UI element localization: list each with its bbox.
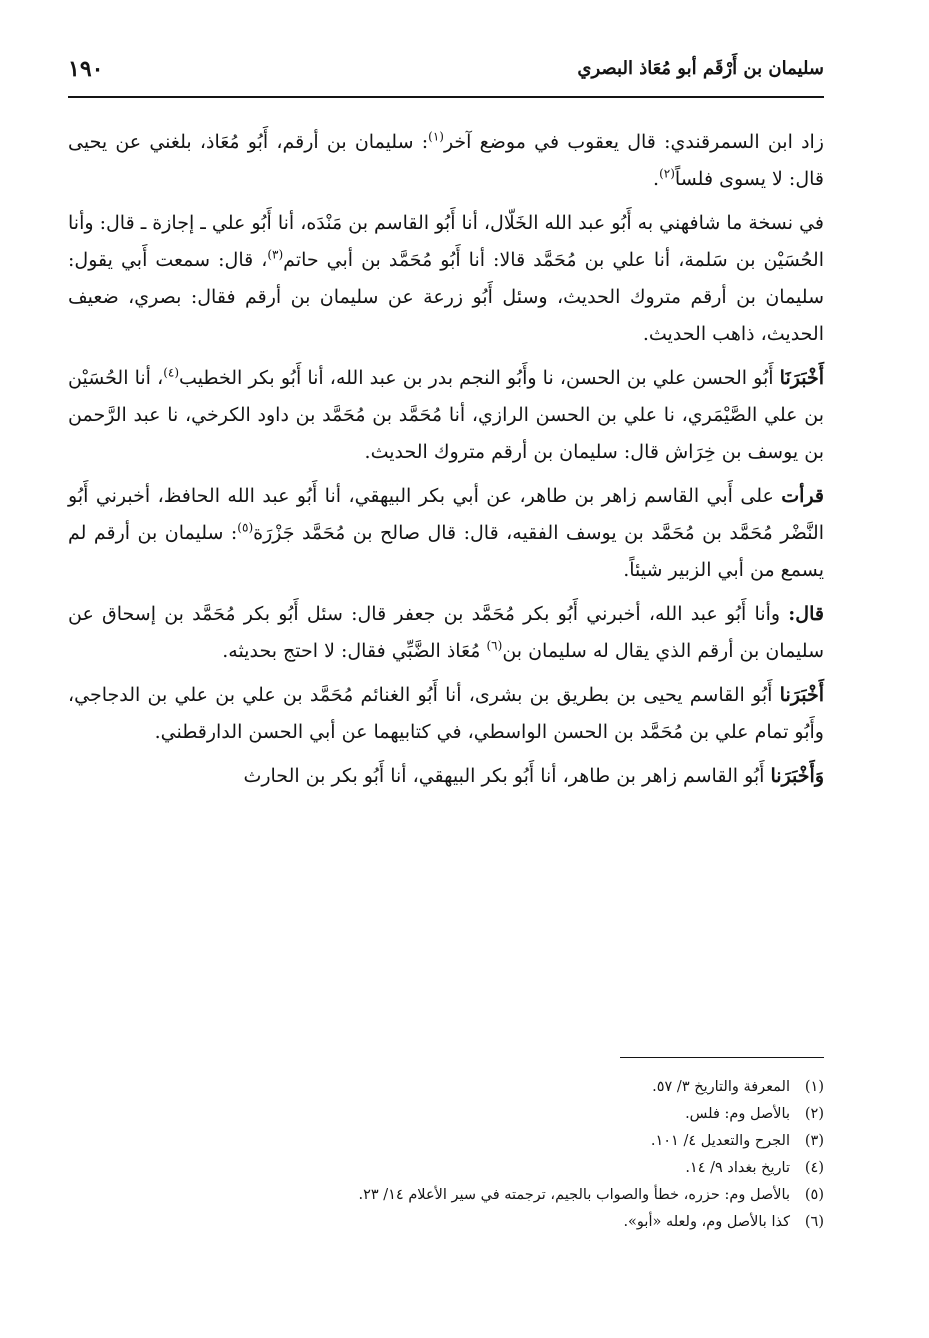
footnote-ref: (٥)	[237, 520, 254, 535]
footnote-separator	[620, 1057, 824, 1058]
page-number: ١٩٠	[68, 56, 104, 82]
paragraph-5	[68, 596, 824, 670]
paragraph-text: في نسخة ما شافهني به أَبُو عبد الله الخَلّال، أنا أَبُو القاسم بن مَنْدَه، أنا أَبُو علي ـ إجازة ـ قال: وأنا الحُسَيْن بن سَلمة، أنا علي بن مُحَمَّد قالا: أنا أَبُو مُحَمَّد بن أبي حاتم	[68, 212, 824, 271]
paragraph-text: ، قال: سمعت أَبي يقول: سليمان بن أرقم متروك الحديث، وسئل أَبُو زرعة عن سليمان بن أرقم فقال: بصري، ضعيف الحديث، ذاهب الحديث.	[68, 249, 824, 345]
footnote-ref: (١)	[428, 129, 444, 144]
paragraph-1	[68, 124, 824, 198]
footnote-number: (٤)	[804, 1160, 824, 1176]
footnote-number: (٢)	[804, 1106, 824, 1122]
paragraph-text: أَبُو الحسن علي بن الحسن، نا وأَبُو النجم بدر بن عبد الله، أنا أَبُو بكر الخطيب	[179, 367, 780, 389]
paragraph-lead-word: أَخْبَرَنا	[779, 684, 824, 706]
footnote-text: كذا بالأصل وم، ولعله «أبو».	[623, 1214, 790, 1230]
footnote-number: (٣)	[804, 1133, 824, 1149]
paragraph-text: : سليمان بن أرقم لم يسمع من أبي الزبير شيئاً.	[68, 522, 824, 581]
paragraph-text: ، أنا الحُسَيْن بن علي الصَّيْمَري، نا علي بن الحسن الرازي، أنا مُحَمَّد بن مُحَمَّد بن داود الكرخي، نا عبد الرَّحمن بن يوسف بن خِرَاش قال: سليمان بن أرقم متروك الحديث.	[68, 367, 824, 463]
footnote-ref: (٤)	[163, 365, 180, 380]
footnote-text: بالأصل وم: حزره، خطأ والصواب بالجيم، ترجمته في سير الأعلام ١٤/ ٢٣.	[358, 1187, 790, 1203]
paragraph-text: زاد ابن السمرقندي: قال يعقوب في موضع آخر	[443, 131, 824, 153]
footnote-text: تاريخ بغداد ٩/ ١٤.	[685, 1160, 790, 1176]
header-rule	[68, 96, 824, 98]
paragraph-lead-word: قال:	[788, 603, 824, 625]
paragraph-2	[68, 205, 824, 353]
footnotes	[68, 1074, 824, 1236]
paragraph-7	[68, 758, 824, 795]
main-text	[68, 124, 824, 802]
paragraph-lead-word: أَخْبَرَنَا	[779, 367, 824, 389]
footnote-ref: (٣)	[267, 247, 284, 262]
footnote-text: المعرفة والتاريخ ٣/ ٥٧.	[652, 1079, 790, 1095]
footnote	[68, 1155, 824, 1182]
footnote-number: (١)	[804, 1079, 824, 1095]
paragraph-4	[68, 478, 824, 589]
paragraph-text: وأنا أَبُو عبد الله، أخبرني أَبُو بكر مُحَمَّد بن جعفر قال: سئل أَبُو بكر مُحَمَّد بن إسحاق عن سليمان بن أرقم الذي يقال له سليمان بن	[68, 603, 824, 662]
paragraph-text: : سليمان بن أرقم، أَبُو مُعَاذ، بلغني عن يحيى قال: لا يسوى فلساً	[68, 131, 824, 190]
footnote	[68, 1074, 824, 1101]
footnote-number: (٦)	[804, 1214, 824, 1230]
footnote-ref: (٢)	[659, 166, 675, 181]
footnote-text: بالأصل وم: فلس.	[685, 1106, 790, 1122]
footnote	[68, 1209, 824, 1236]
paragraph-text: أَبُو القاسم زاهر بن طاهر، أنا أَبُو بكر البيهقي، أنا أَبُو بكر بن الحارث	[243, 765, 771, 787]
footnote-text: الجرح والتعديل ٤/ ١٠١.	[650, 1133, 790, 1149]
running-header-title: سليمان بن أَرْقَم أبو مُعَاذ البصري	[577, 58, 824, 79]
paragraph-text: .	[653, 168, 660, 190]
footnote	[68, 1182, 824, 1209]
paragraph-6	[68, 677, 824, 751]
paragraph-text: أَبُو القاسم يحيى بن بطريق بن بشرى، أنا أَبُو الغنائم مُحَمَّد بن علي بن علي بن الدجاجي، وأَبُو تمام علي بن مُحَمَّد بن الحسن الواسطي، في كتابيهما عن أبي الحسن الدارقطني.	[68, 684, 824, 743]
footnote-number: (٥)	[804, 1187, 824, 1203]
paragraph-text: مُعَاذ الضَّبِّي فقال: لا احتج بحديثه.	[222, 640, 487, 662]
footnote	[68, 1101, 824, 1128]
paragraph-lead-word: وَأَخْبَرَنا	[770, 765, 824, 787]
footnote	[68, 1128, 824, 1155]
paragraph-lead-word: قرأت	[781, 485, 824, 507]
paragraph-text: على أَبي القاسم زاهر بن طاهر، عن أبي بكر البيهقي، أنا أَبُو عبد الله الحافظ، أخبرني أَبُو النَّضْر مُحَمَّد بن مُحَمَّد بن يوسف الفقيه، قال: قال صالح بن مُحَمَّد جَزْرَة	[68, 485, 824, 544]
footnote-ref: (٦)	[486, 638, 503, 653]
paragraph-3	[68, 360, 824, 471]
running-header	[68, 56, 824, 96]
